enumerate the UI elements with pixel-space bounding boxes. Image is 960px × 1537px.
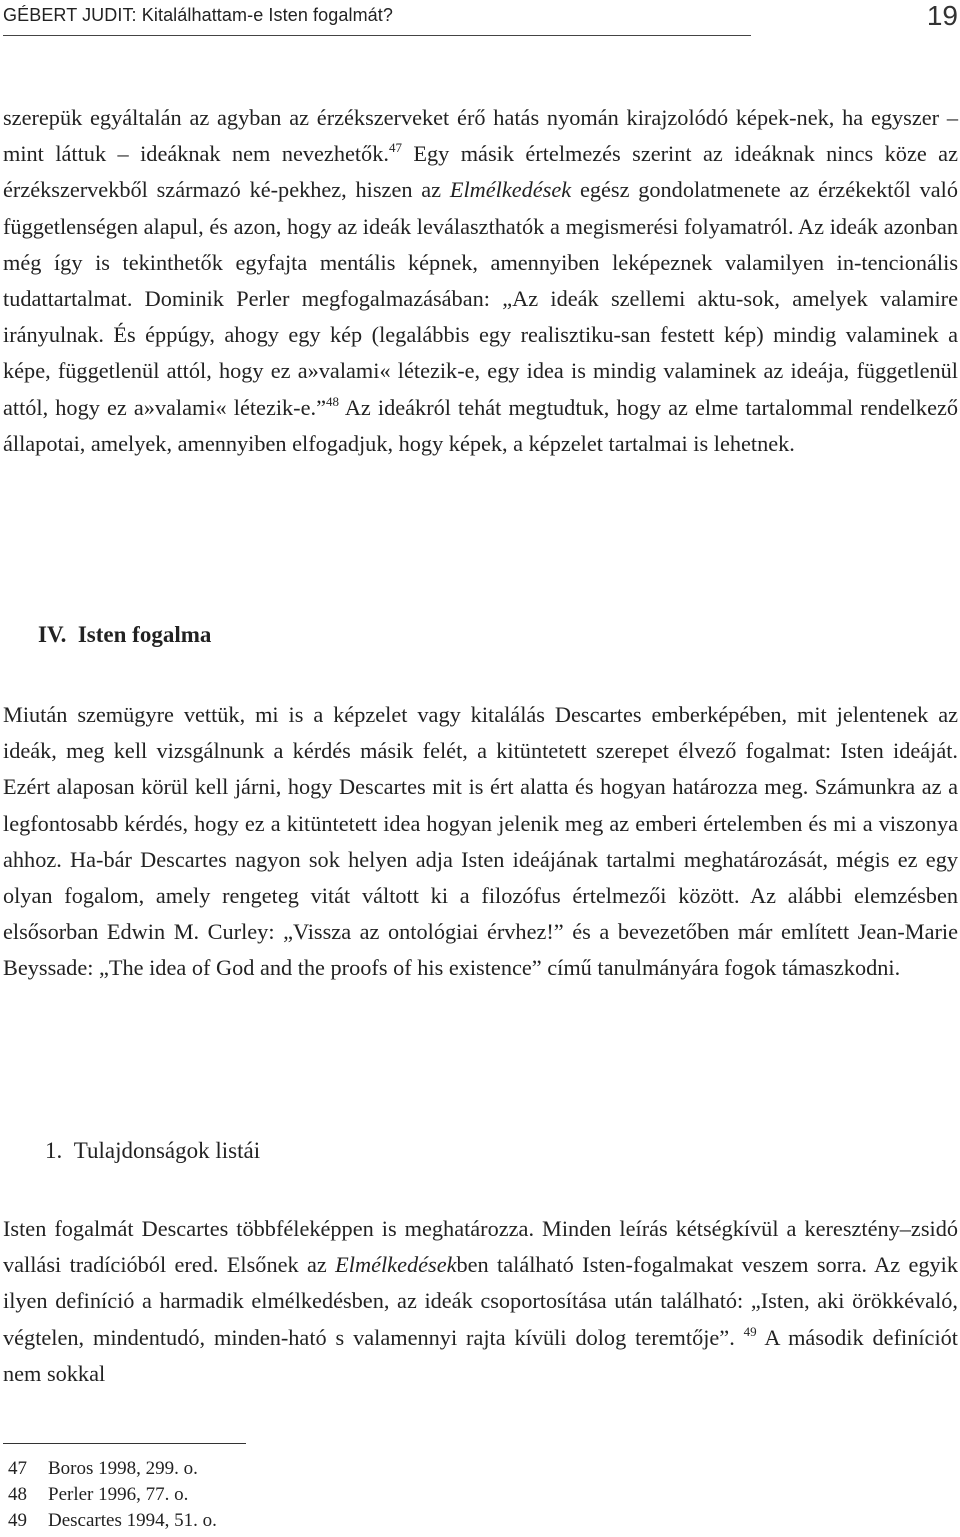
running-title: GÉBERT JUDIT: Kitalálhattam-e Isten fogalmát? xyxy=(3,5,393,25)
p3-text-1: Isten fogalmát Descartes többféleképpen is meghatározza. Minden leírás kétségkívül a keresztény–zsidó vallási tradícióból ered. Elsőnek az xyxy=(3,1216,958,1278)
subsection-heading-1 xyxy=(45,1138,260,1164)
p3-text-3: A második definíciót nem sokkal xyxy=(3,1324,958,1386)
footnote-text: Descartes 1994, 51. o. xyxy=(48,1510,217,1531)
running-header xyxy=(3,2,958,38)
footnote-number: 48 xyxy=(8,1484,27,1505)
footnote-rule xyxy=(3,1443,246,1444)
p1-text-2: Egy másik értelmezés szerint az ideáknak nincs köze az érzékszervekből származó ké-pekhez, hiszen az xyxy=(3,141,958,203)
paragraph-2: Miután szemügyre vettük, mi is a képzelet vagy kitalálás Descartes emberképében, mit jelentenek az ideák, meg kell vizsgálnunk a kérdés másik felét, a kitüntetett szerepet élvező fogalmat: Isten ideáját. Ezért alaposan körül kell járni, hogy Descartes mit is ért alatta és hogyan határozza meg. Számunkra az a legfontosabb kérdés, hogy ez a kitüntetett idea hogyan jelenik meg az emberi értelemben és mi a viszonya ahhoz. Ha-bár Descartes nagyon sok helyen adja Isten ideájának tartalmi meghatározását, mégis ez egy olyan fogalom, amely rengeteg vitát váltott ki a filozófus értelmezői között. Az alábbi elemzésben elsősorban Edwin M. Curley: „Vissza az ontológiai érvhez!” és a bevezetőben már említett Jean-Marie Beyssade: „The idea of God and the proofs of his existence” című tanulmányára fogok támaszkodni. xyxy=(3,702,958,981)
footnote-ref-48[interactable]: 48 xyxy=(325,393,339,409)
section-heading-iv xyxy=(38,622,211,648)
work-title-elmelkedesek: Elmélkedések xyxy=(335,1252,457,1278)
footnote-text: Boros 1998, 299. o. xyxy=(48,1458,198,1479)
p1-text-4: Az ideákról tehát megtudtuk, hogy az elme tartalommal rendelkező állapotai, amelyek, amennyiben elfogadjuk, hogy képek, a képzelet tartalmai is lehetnek. xyxy=(3,394,959,456)
section-number: IV. xyxy=(38,622,67,647)
footnote-47 xyxy=(8,1458,198,1480)
header-rule xyxy=(3,35,751,36)
footnote-number: 49 xyxy=(8,1510,27,1531)
footnote-text: Perler 1996, 77. o. xyxy=(48,1484,189,1505)
footnote-ref-47[interactable]: 47 xyxy=(388,140,402,156)
footnote-number: 47 xyxy=(8,1458,27,1479)
p1-text-1: szerepük egyáltalán az agyban az érzékszerveket érő hatás nyomán kirajzolódó képek-nek, ha egyszer – mint láttuk – ideáknak nem nevezhetők. xyxy=(3,105,958,167)
p1-text-3: egész gondolatmenete az érzékektől való függetlenségen alapul, és azon, hogy az ideák leválaszthatók a megismerési folyamatról. Az ideák azonban még így is tekinthetők egyfajta mentális képnek, amennyiben leképeznek valamilyen in-tencionális tudattartalmat. Dominik Perler megfogalmazásában: „Az ideák szellemi aktu-sok, amelyek valamire irányulnak. És éppúgy, ahogy egy kép (legalábbis egy realisztiku-san festett kép) mindig valaminek a képe, függetlenül attól, hogy ez a»valami« létezik-e, egy idea is mindig valaminek az ideája, függetlenül attól, hogy ez a»valami« létezik-e.” xyxy=(3,177,958,420)
footnote-ref-49[interactable]: 49 xyxy=(743,1323,757,1339)
work-title-elmelkedesek: Elmélkedések xyxy=(449,177,572,203)
paragraph-3 xyxy=(3,1211,958,1392)
p3-text-2: ben található Isten-fogalmakat veszem sorra. Az egyik ilyen definíció a harmadik elmélkedésben, az ideák csoportosítása után található: „Isten, aki örökkévaló, végtelen, mindentudó, minden-ható s valamennyi rajta kívüli dolog teremtője”. xyxy=(3,1252,958,1350)
paragraph-1 xyxy=(3,100,958,462)
footnote-48 xyxy=(8,1484,188,1506)
page-number: 19 xyxy=(926,0,958,31)
footnote-49 xyxy=(8,1510,217,1532)
subsection-number: 1. xyxy=(45,1138,63,1163)
subsection-title: Tulajdonságok listái xyxy=(73,1138,261,1163)
section-title: Isten fogalma xyxy=(77,622,212,647)
